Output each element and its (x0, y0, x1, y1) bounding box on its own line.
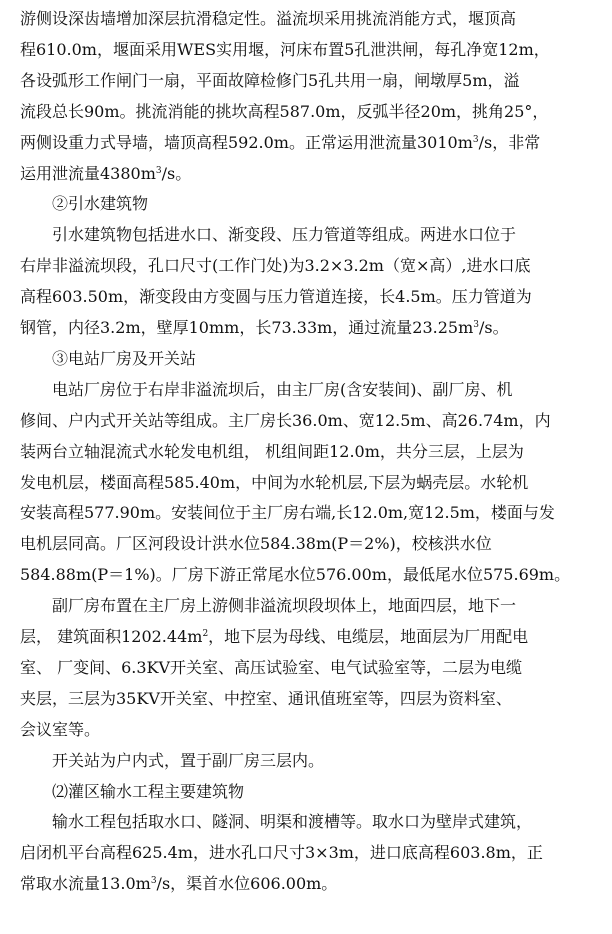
text-line: 游侧设深齿墙增加深层抗滑稳定性。溢流坝采用挑流消能方式，堰顶高 (20, 9, 517, 28)
text-line: 副厂房布置在主厂房上游侧非溢流坝段坝体上，地面四层，地下一 (52, 596, 517, 616)
text-line: 电站厂房位于右岸非溢流坝后，由主厂房(含安装间)、副厂房、机 (52, 379, 513, 399)
text-line: ⑵灌区输水工程主要建筑物 (52, 781, 245, 801)
text-line: ③电站厂房及开关站 (52, 348, 197, 368)
text-line: 启闭机平台高程625.4m，进水孔口尺寸3×3m，进口底高程603.8m，正 (20, 843, 543, 863)
text-line: 运用泄流量$4380m^3/s$。 (20, 163, 192, 183)
text-line: 装两台立轴混流式水轮发电机组， 机组间距12.0m，共分三层，上层为 (20, 441, 524, 461)
text-line: 会议室等。 (20, 719, 101, 739)
text-line: ②引水建筑物 (52, 194, 149, 214)
text-line: 高程603.50m，渐变段由方变圆与压力管道连接，长4.5m。压力管道为 (20, 287, 532, 307)
text-line: 输水工程包括取水口、隧洞、明渠和渡槽等。取水口为壁岸式建筑， (52, 812, 533, 832)
text-line: 发电机层，楼面高程585.40m，中间为水轮机层,下层为蜗壳层。水轮机 (20, 472, 529, 492)
text-line: 修间、户内式开关站等组成。主厂房长36.0m、宽12.5m、高26.74m，内 (20, 410, 551, 430)
text-line: 常取水流量$13.0m^3/s$，渠首水位606.00m。 (20, 874, 338, 894)
text-line: 流段总长90m。挑流消能的挑坎高程587.0m，反弧半径20m，挑角25°， (20, 101, 549, 121)
text-line: 安装高程577.90m。安装间位于主厂房右端,长12.0m,宽12.5m，楼面与发 (20, 503, 555, 523)
text-line: 各设弧形工作闸门一扇，平面故障检修门5孔共用一扇，闸墩厚5m，溢 (20, 70, 520, 90)
text-line: 室、 厂变间、6.3KV开关室、高压试验室、电气试验室等，二层为电缆 (20, 657, 523, 677)
text-line: 夹层，三层为35KV开关室、中控室、通讯值班室等，四层为资料室、 (20, 688, 512, 708)
text-line: 层， 建筑面积$1202.44m^2$，地下层为母线、电缆层，地面层为厂用配电 (20, 627, 529, 646)
text-line: 程610.0m，堰面采用WES实用堰，河床布置5孔泄洪闸，每孔净宽12m， (20, 39, 550, 59)
text-line: 电机层同高。厂区河段设计洪水位584.38m(P＝2%)，校核洪水位 (20, 534, 492, 554)
text-line: 584.88m(P＝1%)。厂房下游正常尾水位576.00m，最低尾水位575.69m。 (20, 565, 571, 585)
text-line: 引水建筑物包括进水口、渐变段、压力管道等组成。两进水口位于 (52, 225, 517, 245)
text-line: 钢管，内径3.2m，壁厚10mm，长73.33m，通过流量$23.25m^3/s$。 (20, 318, 509, 337)
text-line: 两侧设重力式导墙，墙顶高程592.0m。正常运用泄流量$3010m^3/s$，非常 (20, 132, 541, 152)
text-line: 开关站为户内式，置于副厂房三层内。 (52, 750, 325, 770)
text-line: 右岸非溢流坝段，孔口尺寸(工作门处)为3.2×3.2m（宽×高）,进水口底 (20, 256, 531, 276)
